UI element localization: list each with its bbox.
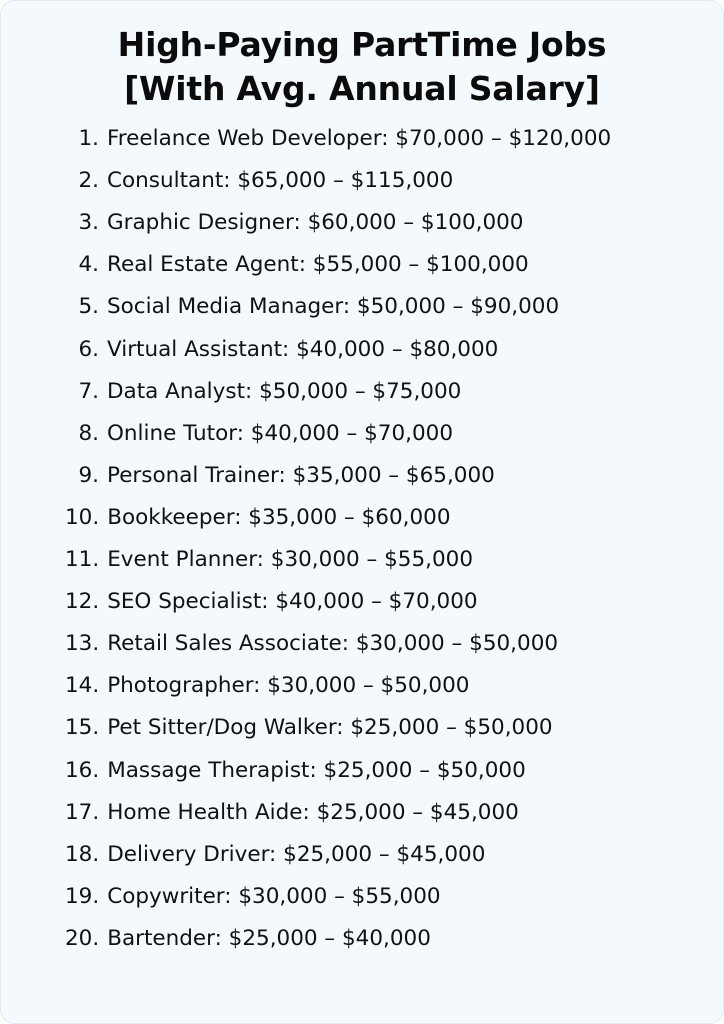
list-item-label: Real Estate Agent: $55,000 – $100,000 — [107, 252, 529, 278]
list-item-number: 12. — [65, 589, 100, 615]
list-item — [65, 925, 693, 951]
list-item-number: 2. — [78, 168, 99, 194]
list-item-label: Personal Trainer: $35,000 – $65,000 — [107, 462, 495, 488]
list-item-number: 19. — [65, 883, 100, 909]
list-item-label: Bartender: $25,000 – $40,000 — [107, 925, 431, 951]
page-title — [31, 23, 693, 110]
list-item — [65, 336, 693, 362]
list-item-number: 10. — [65, 504, 100, 530]
list-item-label: Massage Therapist: $25,000 – $50,000 — [107, 757, 526, 783]
list-item — [65, 420, 693, 446]
list-item — [65, 799, 693, 825]
list-item — [65, 378, 693, 404]
list-item-number: 5. — [78, 294, 99, 320]
jobs-list — [31, 128, 693, 949]
list-item-label: Freelance Web Developer: $70,000 – $120,000 — [107, 126, 612, 152]
list-item — [65, 128, 693, 150]
list-item-number: 20. — [65, 925, 100, 951]
list-item — [65, 591, 693, 613]
list-item-number: 3. — [78, 210, 99, 236]
list-item-number: 17. — [65, 799, 100, 825]
list-item-label: Consultant: $65,000 – $115,000 — [107, 168, 454, 194]
list-item-label: Retail Sales Associate: $30,000 – $50,000 — [107, 631, 559, 657]
list-item-number: 13. — [65, 631, 100, 657]
list-item-number: 9. — [78, 462, 99, 488]
list-item — [65, 462, 693, 488]
list-item — [65, 757, 693, 783]
list-item-number: 4. — [78, 252, 99, 278]
list-item-label: SEO Specialist: $40,000 – $70,000 — [107, 589, 478, 615]
list-item — [65, 170, 693, 192]
list-item-number: 15. — [65, 715, 100, 741]
page-title-line-1: High-Paying PartTime Jobs — [117, 25, 607, 64]
list-item — [65, 633, 693, 655]
list-item-label: Virtual Assistant: $40,000 – $80,000 — [107, 336, 499, 362]
list-item-label: Data Analyst: $50,000 – $75,000 — [107, 378, 462, 404]
list-item-label: Home Health Aide: $25,000 – $45,000 — [107, 799, 519, 825]
list-item-label: Event Planner: $30,000 – $55,000 — [107, 547, 473, 573]
list-item — [65, 254, 693, 276]
list-item-label: Delivery Driver: $25,000 – $45,000 — [107, 841, 486, 867]
list-item-number: 11. — [65, 547, 100, 573]
list-item-label: Online Tutor: $40,000 – $70,000 — [107, 420, 454, 446]
list-item-number: 14. — [65, 673, 100, 699]
page-title-line-2: [With Avg. Annual Salary] — [124, 68, 600, 108]
list-item-label: Photographer: $30,000 – $50,000 — [107, 673, 470, 699]
list-item — [65, 549, 693, 571]
list-item — [65, 296, 693, 318]
list-item-number: 1. — [78, 126, 99, 152]
list-item-label: Bookkeeper: $35,000 – $60,000 — [107, 504, 451, 530]
list-item-number: 6. — [78, 336, 99, 362]
list-item-number: 18. — [65, 841, 100, 867]
list-item — [65, 717, 693, 739]
list-item-label: Graphic Designer: $60,000 – $100,000 — [107, 210, 524, 236]
list-item-number: 8. — [78, 420, 99, 446]
list-item — [65, 504, 693, 530]
list-item-label: Pet Sitter/Dog Walker: $25,000 – $50,000 — [107, 715, 553, 741]
list-item-number: 7. — [78, 378, 99, 404]
list-item — [65, 883, 693, 909]
list-item — [65, 675, 693, 697]
list-item — [65, 212, 693, 234]
list-item-label: Copywriter: $30,000 – $55,000 — [107, 883, 441, 909]
list-item-number: 16. — [65, 757, 100, 783]
list-item-label: Social Media Manager: $50,000 – $90,000 — [107, 294, 560, 320]
list-item — [65, 841, 693, 867]
